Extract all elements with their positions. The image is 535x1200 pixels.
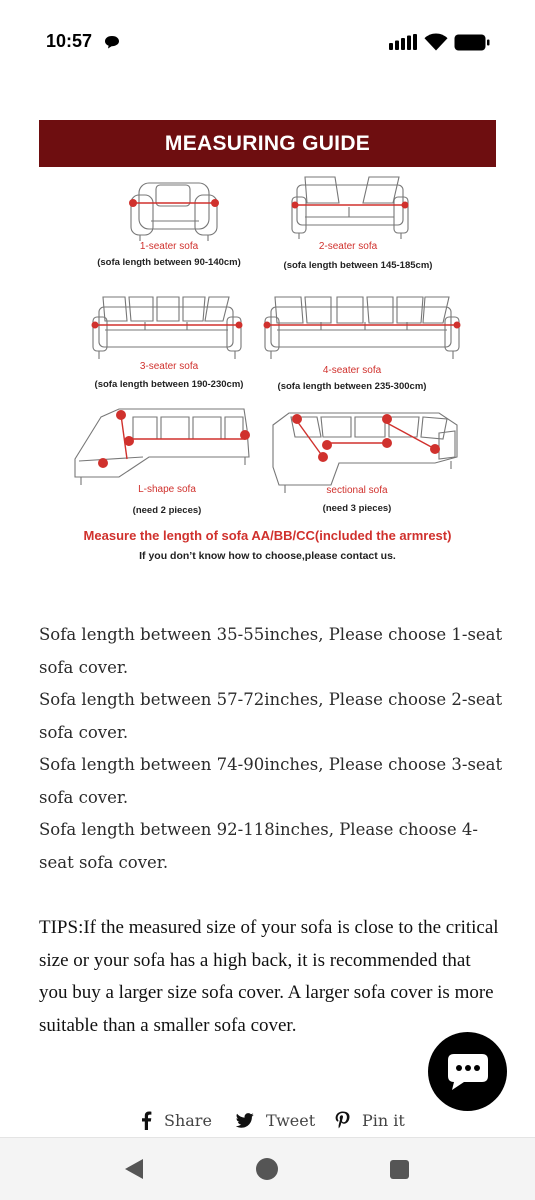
marker-points [92,199,461,468]
battery-icon [454,34,490,51]
share-label: Share [164,1110,212,1130]
sofa-range-l-shape: (need 2 pieces) [132,505,202,516]
sofa-range-2-seater: (sofa length between 145-185cm) [283,260,433,271]
guide-contact: If you don’t know how to choose,please contact us. [139,550,396,562]
facebook-icon [141,1111,152,1130]
home-icon[interactable] [256,1158,278,1180]
loveseat-illustration [292,177,408,239]
share-facebook-button[interactable] [141,1104,212,1136]
sofa-range-4-seater: (sofa length between 235-300cm) [277,381,427,392]
tips-paragraph: TIPS:If the measured size of your sofa is close to the critical size or your sofa has a high back, it is recommended that you buy a larger size sofa cover. A larger sofa cover is more suitable than a smaller sofa cover. [39,917,499,1036]
measuring-guide-image [39,120,496,580]
size-description [39,619,504,879]
sofa-label-1-seater: 1-seater sofa [139,241,199,252]
wifi-icon [424,33,448,51]
sofa-label-sectional: sectional sofa [326,485,388,496]
chat-button[interactable] [428,1032,507,1111]
sofa-range-3-seater: (sofa length between 190-230cm) [94,379,244,390]
sofa-label-2-seater: 2-seater sofa [318,241,378,252]
pinterest-icon [335,1111,350,1130]
pin-label: Pin it [362,1110,405,1130]
back-icon[interactable] [123,1158,145,1180]
share-twitter-button[interactable] [236,1104,315,1136]
share-pinterest-button[interactable] [335,1104,405,1136]
system-nav-bar [0,1137,535,1200]
guide-instruction: Measure the length of sofa AA/BB/CC(included the armrest) [83,528,452,543]
armchair-illustration [131,183,217,241]
four-seater-illustration [265,297,459,359]
guide-title: MEASURING GUIDE [164,132,371,155]
sofa-label-3-seater: 3-seater sofa [139,361,199,372]
three-seater-illustration [93,297,241,359]
sofa-range-sectional: (need 3 pieces) [322,503,392,514]
chat-bubble-icon [446,1052,490,1092]
sofa-range-1-seater: (sofa length between 90-140cm) [97,257,241,268]
sofa-label-4-seater: 4-seater sofa [322,365,382,376]
size-line-2-seat: Sofa length between 57-72inches, Please choose 2-seat sofa cover. [39,690,503,742]
chat-status-icon [104,35,120,49]
twitter-icon [236,1113,254,1128]
sofa-illustrations [39,167,496,527]
sofa-label-l-shape: L-shape sofa [138,484,196,495]
size-line-1-seat: Sofa length between 35-55inches, Please choose 1-seat sofa cover. [39,625,503,677]
recents-icon[interactable] [390,1160,409,1179]
status-bar [0,0,535,88]
signal-icon [389,34,417,50]
tweet-label: Tweet [266,1110,316,1130]
size-line-3-seat: Sofa length between 74-90inches, Please choose 3-seat sofa cover. [39,755,503,807]
size-line-4-seat: Sofa length between 92-118inches, Please choose 4-seat sofa cover. [39,820,478,872]
status-time: 10:57 [46,31,93,51]
l-shape-illustration [75,409,249,485]
